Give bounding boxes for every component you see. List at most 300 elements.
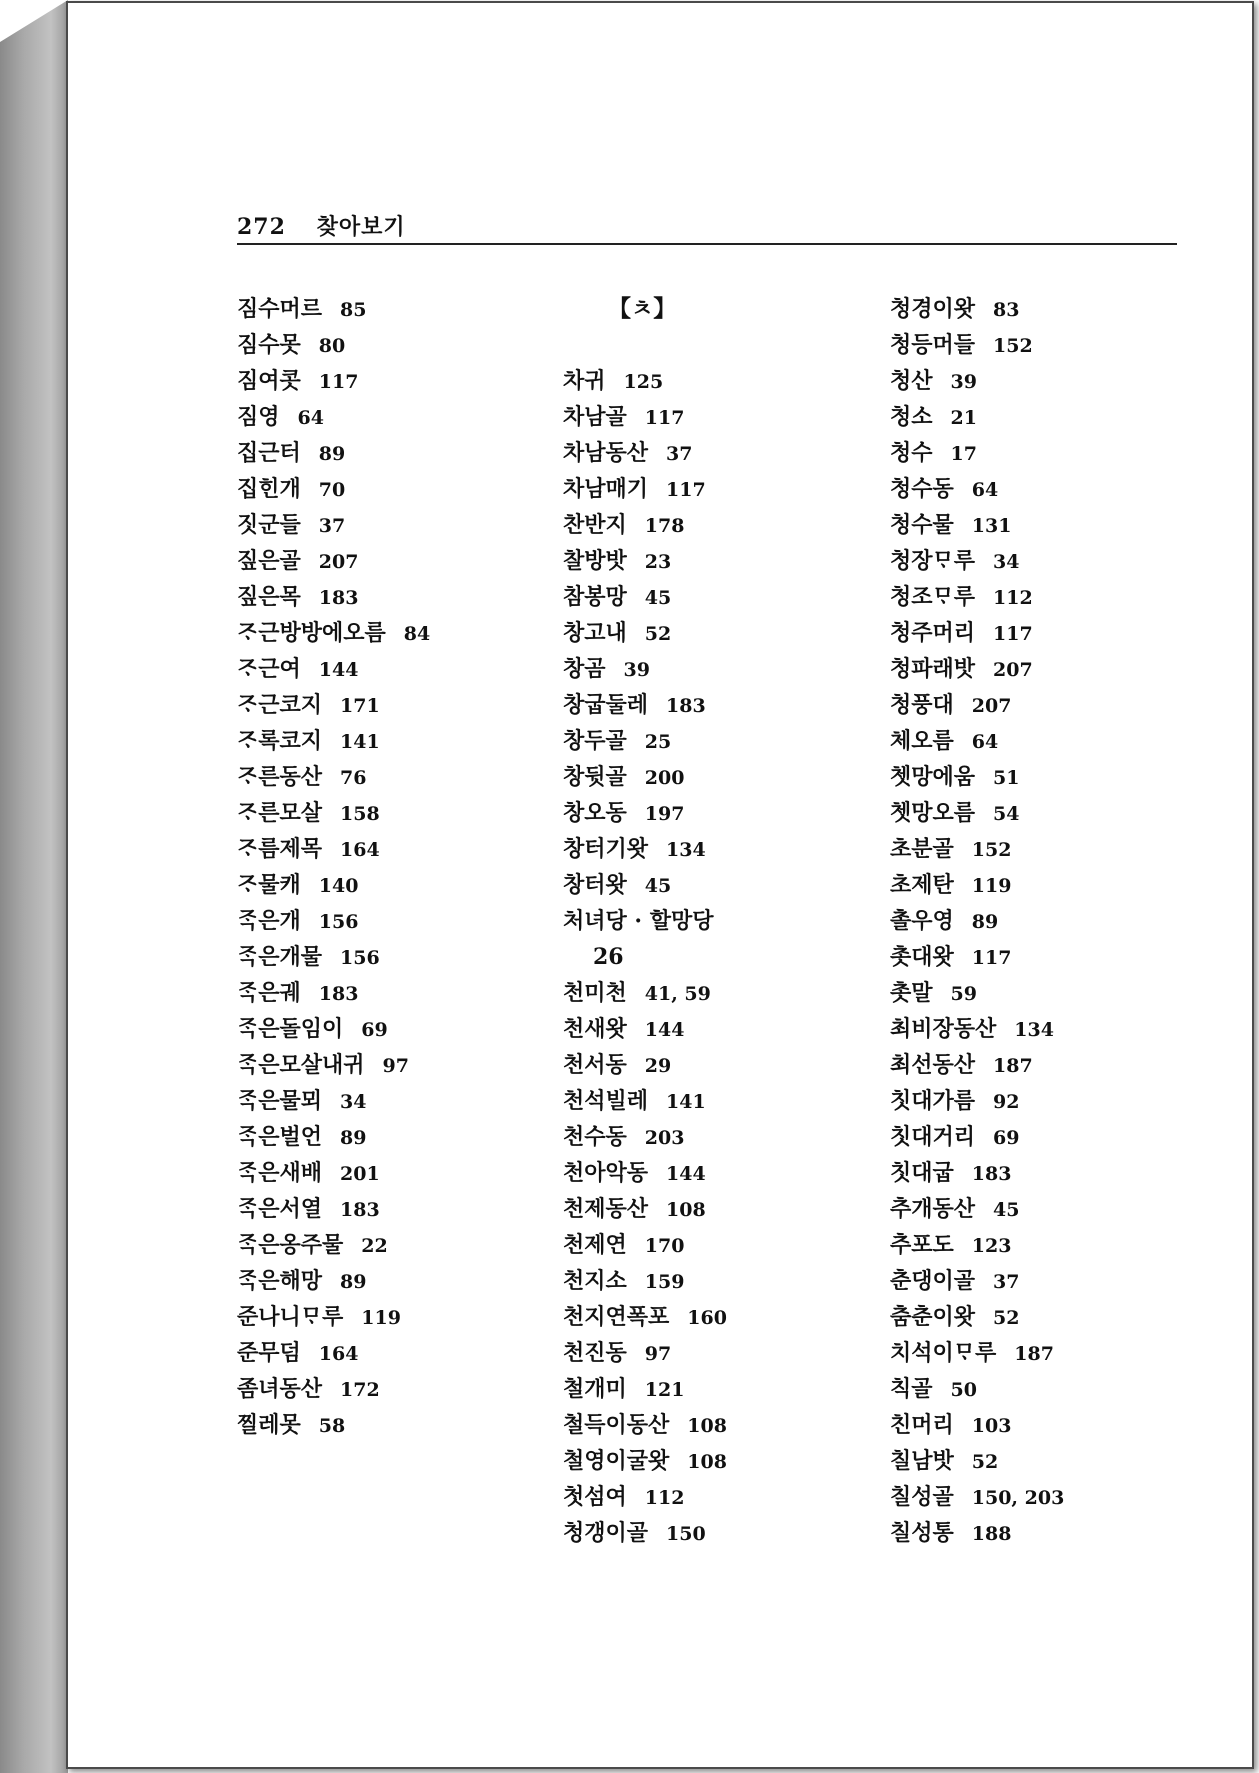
index-entry [563, 1083, 727, 1119]
index-entry [890, 1299, 1064, 1335]
entry-term: 좀녀동산 [237, 1376, 323, 1402]
entry-term: ᄌᆞ른동산 [237, 764, 323, 790]
entry-pages: 108 [666, 1199, 706, 1221]
entry-term: 창굽둘레 [563, 692, 649, 718]
index-entry [563, 1335, 727, 1371]
entry-pages: 70 [318, 479, 346, 501]
index-entry [563, 687, 727, 723]
entry-pages: 37 [993, 1271, 1020, 1293]
entry-pages: 117 [971, 947, 1012, 969]
index-entry [563, 723, 727, 759]
entry-pages: 170 [644, 1235, 685, 1257]
entry-term: 짐영 [237, 404, 280, 430]
entry-term: 쳇망에움 [890, 764, 976, 790]
entry-term: 차남매기 [563, 476, 649, 502]
index-entry [890, 1443, 1064, 1479]
index-entry [890, 1119, 1064, 1155]
index-entry [563, 507, 727, 543]
index-entry [563, 543, 727, 579]
index-entry [890, 1407, 1064, 1443]
entry-term: 천석빌레 [563, 1088, 649, 1114]
index-entry [890, 903, 1064, 939]
index-entry [890, 651, 1064, 687]
index-column-3 [890, 291, 1064, 1551]
page-header [237, 210, 406, 241]
entry-term: 칠성골 [890, 1484, 954, 1510]
entry-pages: 34 [340, 1091, 367, 1113]
entry-pages: 41, 59 [644, 983, 711, 1005]
entry-term: 칫대거리 [890, 1124, 976, 1150]
page-number: 272 [237, 214, 286, 240]
entry-pages: 92 [993, 1091, 1020, 1113]
entry-term: 청장ᄆᆞ루 [890, 548, 976, 574]
entry-pages: 119 [971, 875, 1012, 897]
index-entry [563, 1011, 727, 1047]
index-entry [890, 291, 1064, 327]
entry-pages: 150 [666, 1523, 706, 1545]
index-entry [890, 723, 1064, 759]
index-entry [237, 615, 430, 651]
entry-term: 청풍대 [890, 692, 954, 718]
entry-term: ᄌᆞᆨ은돌임이 [237, 1016, 344, 1042]
entry-pages: 22 [361, 1235, 388, 1257]
entry-term: 칠남밧 [890, 1448, 954, 1474]
entry-term: 천지소 [563, 1268, 627, 1294]
index-entry [890, 795, 1064, 831]
entry-term: ᄌᆞᆨ은서열 [237, 1196, 323, 1222]
entry-pages: 69 [993, 1127, 1020, 1149]
entry-term: 찰방밧 [563, 548, 627, 574]
entry-term: 촐우영 [890, 908, 954, 934]
index-entry [890, 579, 1064, 615]
entry-term: 최비장동산 [890, 1016, 997, 1042]
entry-term: 칙골 [890, 1376, 933, 1402]
index-entry [237, 1119, 430, 1155]
entry-term: 청수물 [890, 512, 954, 538]
entry-pages: 159 [644, 1271, 685, 1293]
entry-term: ᄌᆞᆨ은새배 [237, 1160, 323, 1186]
entry-term: 짐수머르 [237, 296, 323, 322]
page-title: 찾아보기 [316, 214, 406, 240]
index-entry [890, 399, 1064, 435]
entry-term: 철득이동산 [563, 1412, 670, 1438]
entry-term: 찬반지 [563, 512, 627, 538]
index-entry [237, 1011, 430, 1047]
header-rule [237, 243, 1177, 245]
index-entry [237, 327, 430, 363]
book-spine [0, 0, 68, 1773]
entry-pages: 52 [644, 623, 672, 645]
entry-pages: 117 [644, 407, 685, 429]
entry-term: 천서동 [563, 1052, 627, 1078]
entry-term: 청주머리 [890, 620, 976, 646]
entry-pages: 80 [318, 335, 346, 357]
entry-term: 창오동 [563, 800, 627, 826]
entry-pages: 83 [993, 299, 1020, 321]
entry-term: ᄌᆞᆨ은벌언 [237, 1124, 323, 1150]
index-entry [890, 1011, 1064, 1047]
entry-pages: 117 [666, 479, 706, 501]
entry-pages: 160 [687, 1307, 727, 1329]
index-entry [563, 1479, 727, 1515]
entry-pages: 144 [644, 1019, 685, 1041]
index-entry [890, 1155, 1064, 1191]
entry-term: 청수 [890, 440, 933, 466]
entry-pages: 112 [993, 587, 1033, 609]
index-entry [563, 831, 727, 867]
entry-term: ᄌᆞ름제목 [237, 836, 323, 862]
entry-term: 짐수못 [237, 332, 301, 358]
index-entry [563, 363, 727, 399]
index-entry [237, 399, 430, 435]
index-entry [563, 795, 727, 831]
index-entry [237, 1083, 430, 1119]
entry-pages: 164 [318, 1343, 359, 1365]
index-entry [237, 1227, 430, 1263]
entry-pages: 156 [318, 911, 359, 933]
index-entry [890, 543, 1064, 579]
entry-term: 천진동 [563, 1340, 627, 1366]
entry-pages: 21 [950, 407, 977, 429]
index-entry [890, 471, 1064, 507]
index-entry [563, 1407, 727, 1443]
entry-pages: 207 [971, 695, 1012, 717]
entry-pages: 37 [318, 515, 346, 537]
entry-term: 짚은목 [237, 584, 301, 610]
entry-term: 집힌개 [237, 476, 301, 502]
entry-pages: 188 [971, 1523, 1012, 1545]
entry-term: 창곰 [563, 656, 606, 682]
entry-pages: 51 [993, 767, 1020, 789]
index-entry [563, 1047, 727, 1083]
index-entry [890, 615, 1064, 651]
index-entry [890, 1047, 1064, 1083]
entry-term: 천새왓 [563, 1016, 627, 1042]
entry-term: 춘댕이골 [890, 1268, 976, 1294]
index-entry [890, 363, 1064, 399]
entry-pages: 164 [340, 839, 380, 861]
entry-pages: 52 [971, 1451, 999, 1473]
index-entry [563, 867, 727, 903]
entry-pages: 39 [623, 659, 650, 681]
entry-term: ᄌᆞ록코지 [237, 728, 323, 754]
index-entry [563, 579, 727, 615]
index-entry [563, 759, 727, 795]
entry-term: 천제동산 [563, 1196, 649, 1222]
entry-term: 창터기왓 [563, 836, 649, 862]
entry-pages: 150, 203 [971, 1487, 1065, 1509]
entry-term: 추개동산 [890, 1196, 976, 1222]
entry-pages: 45 [993, 1199, 1020, 1221]
entry-pages: 76 [340, 767, 367, 789]
entry-pages: 108 [687, 1451, 727, 1473]
entry-pages: 89 [971, 911, 999, 933]
index-entry [890, 1227, 1064, 1263]
entry-term: 추포도 [890, 1232, 954, 1258]
entry-pages: 183 [666, 695, 706, 717]
entry-term: 참봉망 [563, 584, 627, 610]
entry-term: 촛대왓 [890, 944, 954, 970]
entry-term: 청파래밧 [890, 656, 976, 682]
index-entry [890, 1083, 1064, 1119]
index-entry [563, 1299, 727, 1335]
index-entry [237, 831, 430, 867]
entry-pages: 123 [971, 1235, 1012, 1257]
entry-pages: 144 [318, 659, 359, 681]
entry-pages: 121 [644, 1379, 685, 1401]
entry-term: 짐여콧 [237, 368, 301, 394]
index-entry [563, 1515, 727, 1551]
entry-term: 짓군들 [237, 512, 301, 538]
index-entry [237, 975, 430, 1011]
entry-pages: 23 [644, 551, 672, 573]
index-entry [890, 1335, 1064, 1371]
entry-pages: 131 [971, 515, 1012, 537]
entry-continuation-pages: 26 [593, 944, 624, 970]
entry-pages: 29 [644, 1055, 672, 1077]
entry-pages: 144 [666, 1163, 706, 1185]
index-entry [890, 975, 1064, 1011]
entry-term: 청등머들 [890, 332, 976, 358]
entry-term: 청경이왓 [890, 296, 976, 322]
entry-term: 친머리 [890, 1412, 954, 1438]
index-entry [563, 1371, 727, 1407]
entry-pages: 64 [297, 407, 324, 429]
entry-pages: 69 [361, 1019, 388, 1041]
entry-term: ᄌᆞᆨ은해망 [237, 1268, 323, 1294]
entry-pages: 52 [993, 1307, 1020, 1329]
entry-term: 청소 [890, 404, 933, 430]
index-entry [237, 1371, 430, 1407]
index-entry [563, 1119, 727, 1155]
entry-pages: 197 [644, 803, 685, 825]
entry-pages: 34 [993, 551, 1020, 573]
entry-term: ᄌᆞ근여 [237, 656, 301, 682]
index-entry [237, 471, 430, 507]
index-entry [237, 1155, 430, 1191]
entry-pages: 108 [687, 1415, 727, 1437]
entry-pages: 97 [644, 1343, 672, 1365]
index-entry [563, 903, 727, 939]
entry-pages: 17 [950, 443, 977, 465]
entry-pages: 54 [993, 803, 1020, 825]
entry-term: 차남동산 [563, 440, 649, 466]
index-entry [563, 975, 727, 1011]
index-entry [890, 867, 1064, 903]
entry-pages: 119 [361, 1307, 401, 1329]
entry-pages: 200 [644, 767, 685, 789]
entry-term: 준무덤 [237, 1340, 301, 1366]
entry-pages: 207 [993, 659, 1033, 681]
entry-pages: 25 [644, 731, 672, 753]
entry-term: 칠성통 [890, 1520, 954, 1546]
entry-pages: 207 [318, 551, 359, 573]
index-entry [237, 903, 430, 939]
entry-term: 청산 [890, 368, 933, 394]
entry-pages: 152 [971, 839, 1012, 861]
entry-pages: 158 [340, 803, 380, 825]
index-entry [890, 507, 1064, 543]
entry-pages: 187 [1014, 1343, 1054, 1365]
entry-pages: 140 [318, 875, 359, 897]
entry-pages: 89 [318, 443, 346, 465]
entry-term: 천지연폭포 [563, 1304, 670, 1330]
index-entry [890, 759, 1064, 795]
entry-pages: 152 [993, 335, 1033, 357]
entry-term: 쳇망오름 [890, 800, 976, 826]
entry-pages: 112 [644, 1487, 685, 1509]
index-entry [237, 651, 430, 687]
entry-pages: 187 [993, 1055, 1033, 1077]
index-entry [563, 1443, 727, 1479]
entry-term: 짚은골 [237, 548, 301, 574]
entry-term: ᄌᆞᆨ은옹주물 [237, 1232, 344, 1258]
entry-term: ᄌᆞᆨ은모살내귀 [237, 1052, 365, 1078]
entry-term: 철개미 [563, 1376, 627, 1402]
entry-term: 준나니ᄆᆞ루 [237, 1304, 344, 1330]
entry-term: 칫대가름 [890, 1088, 976, 1114]
entry-term: 천제연 [563, 1232, 627, 1258]
entry-term: 촛말 [890, 980, 933, 1006]
index-entry [890, 687, 1064, 723]
index-entry [890, 831, 1064, 867]
entry-term: ᄌᆞ른모살 [237, 800, 323, 826]
entry-pages: 183 [318, 983, 359, 1005]
entry-term: 초분골 [890, 836, 954, 862]
entry-pages: 39 [950, 371, 977, 393]
index-entry [237, 1263, 430, 1299]
entry-pages: 58 [318, 1415, 346, 1437]
entry-term: 천아악동 [563, 1160, 649, 1186]
index-entry [890, 327, 1064, 363]
entry-pages: 59 [950, 983, 977, 1005]
entry-pages: 172 [340, 1379, 380, 1401]
index-entry [890, 1371, 1064, 1407]
index-entry [563, 615, 727, 651]
spacer [563, 327, 727, 363]
index-entry [563, 399, 727, 435]
index-entry [563, 651, 727, 687]
entry-term: 집근터 [237, 440, 301, 466]
index-entry [237, 291, 430, 327]
entry-pages: 183 [971, 1163, 1012, 1185]
index-entry [563, 1263, 727, 1299]
entry-term: ᄌᆞ근코지 [237, 692, 323, 718]
entry-term: 창터왓 [563, 872, 627, 898]
entry-pages: 134 [1014, 1019, 1054, 1041]
entry-pages: 203 [644, 1127, 685, 1149]
entry-pages: 64 [971, 731, 999, 753]
index-entry [563, 435, 727, 471]
entry-term: 청조ᄆᆞ루 [890, 584, 976, 610]
entry-pages: 171 [340, 695, 380, 717]
entry-term: 창고내 [563, 620, 627, 646]
index-entry [890, 435, 1064, 471]
index-entry [237, 1299, 430, 1335]
index-entry [237, 435, 430, 471]
entry-pages: 117 [993, 623, 1033, 645]
entry-term: 최선동산 [890, 1052, 976, 1078]
entry-pages: 84 [403, 623, 431, 645]
entry-term: 처녀당 · 할망당 [563, 908, 714, 934]
entry-pages: 85 [340, 299, 367, 321]
entry-term: ᄌᆞᆨ은개 [237, 908, 301, 934]
entry-pages: 97 [382, 1055, 409, 1077]
index-entry [237, 507, 430, 543]
entry-term: 창두골 [563, 728, 627, 754]
index-entry [237, 939, 430, 975]
index-column-2 [563, 291, 727, 1551]
entry-term: 창뒷골 [563, 764, 627, 790]
index-entry [237, 579, 430, 615]
entry-term: ᄌᆞᆨ은물뫼 [237, 1088, 323, 1114]
index-entry [890, 939, 1064, 975]
entry-term: 차귀 [563, 368, 606, 394]
entry-term: 청갱이골 [563, 1520, 649, 1546]
entry-pages: 64 [971, 479, 999, 501]
entry-pages: 89 [340, 1127, 367, 1149]
entry-pages: 141 [340, 731, 380, 753]
entry-pages: 183 [340, 1199, 380, 1221]
index-entry [237, 1407, 430, 1443]
entry-term: 치석이ᄆᆞ루 [890, 1340, 997, 1366]
index-entry [563, 471, 727, 507]
entry-pages: 117 [318, 371, 359, 393]
entry-pages: 178 [644, 515, 685, 537]
index-entry [237, 687, 430, 723]
index-entry [237, 1335, 430, 1371]
entry-pages: 141 [666, 1091, 706, 1113]
entry-term: ᄌᆞ근방방에오름 [237, 620, 386, 646]
entry-pages: 50 [950, 1379, 977, 1401]
index-entry [237, 795, 430, 831]
entry-term: ᄌᆞᆨ은궤 [237, 980, 301, 1006]
entry-pages: 103 [971, 1415, 1012, 1437]
entry-pages: 45 [644, 587, 672, 609]
entry-pages: 201 [340, 1163, 380, 1185]
entry-term: 철영이굴왓 [563, 1448, 670, 1474]
entry-term: 칫대굽 [890, 1160, 954, 1186]
entry-pages: 183 [318, 587, 359, 609]
index-entry [890, 1263, 1064, 1299]
index-entry [890, 1515, 1064, 1551]
index-entry [237, 759, 430, 795]
index-entry [237, 723, 430, 759]
index-entry [237, 363, 430, 399]
entry-term: 천수동 [563, 1124, 627, 1150]
entry-term: ᄌᆞᆨ은개물 [237, 944, 323, 970]
entry-term: 체오름 [890, 728, 954, 754]
entry-pages: 134 [666, 839, 706, 861]
entry-term: 청수동 [890, 476, 954, 502]
entry-term: 첫섬여 [563, 1484, 627, 1510]
index-entry [237, 867, 430, 903]
index-entry [890, 1191, 1064, 1227]
entry-pages: 37 [666, 443, 693, 465]
entry-pages: 156 [340, 947, 380, 969]
entry-pages: 45 [644, 875, 672, 897]
entry-term: ᄌᆞ물캐 [237, 872, 301, 898]
entry-term: 차남골 [563, 404, 627, 430]
index-entry [563, 1227, 727, 1263]
entry-term: 찔레못 [237, 1412, 301, 1438]
index-entry [563, 1191, 727, 1227]
index-entry [237, 1191, 430, 1227]
section-heading: 【ㅊ】 [608, 295, 677, 322]
entry-term: 초제탄 [890, 872, 954, 898]
index-column-1 [237, 291, 430, 1443]
index-entry [890, 1479, 1064, 1515]
